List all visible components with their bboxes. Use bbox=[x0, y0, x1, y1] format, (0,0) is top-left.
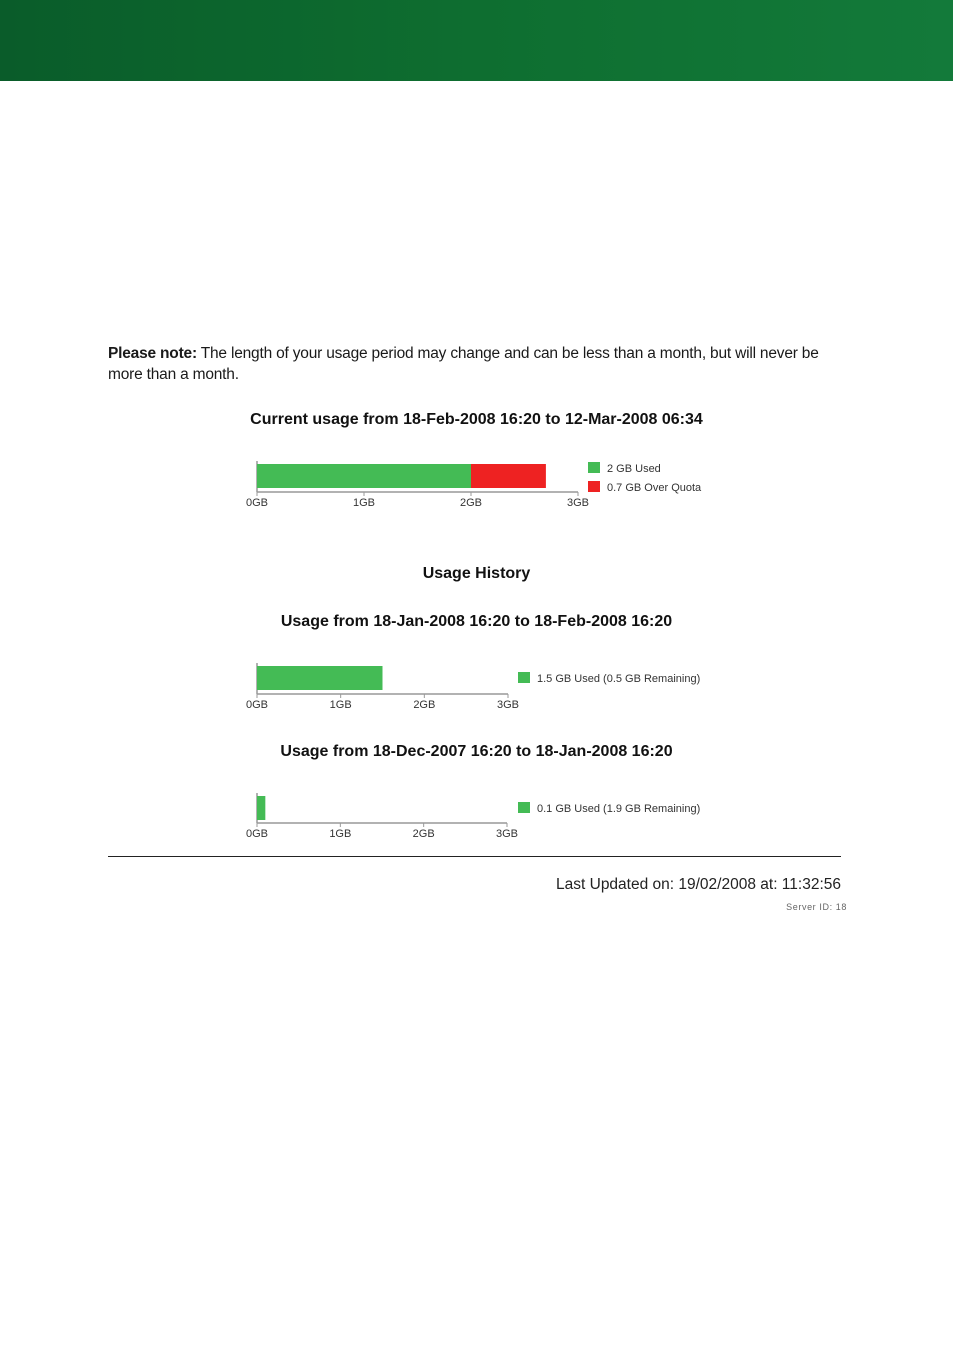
chart-0-tick-label: 3GB bbox=[566, 497, 590, 509]
chart-1-tick-label: 1GB bbox=[329, 699, 352, 711]
chart-0-bar-0 bbox=[257, 464, 471, 488]
footer-divider bbox=[108, 856, 841, 857]
chart-0-tick-label: 2GB bbox=[459, 497, 483, 509]
usage-history-heading: Usage History bbox=[422, 565, 531, 582]
chart-2-tick-label: 2GB bbox=[412, 828, 435, 840]
chart-0-tick-label: 0GB bbox=[245, 497, 269, 509]
chart-2-bar-0 bbox=[257, 796, 265, 820]
chart-1-tick-label: 3GB bbox=[496, 699, 520, 711]
note-label: Please note: bbox=[108, 345, 197, 362]
chart-1-bar-0 bbox=[257, 666, 383, 690]
chart-2-legend-swatch-0 bbox=[518, 802, 530, 813]
chart-0-legend-label-0: 2 GB Used bbox=[607, 463, 661, 475]
last-updated: Last Updated on: 19/02/2008 at: 11:32:56 bbox=[556, 876, 841, 893]
current-usage-title: Current usage from 18-Feb-2008 16:20 to 12-Mar-2008 06:34 bbox=[250, 411, 703, 428]
chart-1-legend-swatch-0 bbox=[518, 672, 530, 683]
server-id: Server ID: 18 bbox=[786, 902, 847, 912]
chart-1-legend-label-0: 1.5 GB Used (0.5 GB Remaining) bbox=[537, 673, 701, 685]
chart-2-tick-label: 3GB bbox=[495, 828, 519, 840]
chart-0-bar-1 bbox=[471, 464, 546, 488]
chart-0-tick-label: 1GB bbox=[352, 497, 376, 509]
chart-0-legend-swatch-0 bbox=[588, 462, 600, 473]
chart-2-tick-label: 0GB bbox=[245, 828, 269, 840]
history-period-1-title: Usage from 18-Jan-2008 16:20 to 18-Feb-2008 16:20 bbox=[280, 613, 673, 630]
chart-1-tick-label: 2GB bbox=[413, 699, 436, 711]
history-period-2-title: Usage from 18-Dec-2007 16:20 to 18-Jan-2008 16:20 bbox=[280, 743, 673, 760]
usage-period-note bbox=[108, 343, 848, 385]
chart-2-tick-label: 1GB bbox=[329, 828, 352, 840]
chart-1-tick-label: 0GB bbox=[245, 699, 269, 711]
chart-0-legend-label-1: 0.7 GB Over Quota bbox=[607, 482, 702, 494]
chart-0-legend-swatch-1 bbox=[588, 481, 600, 492]
header-banner bbox=[0, 0, 953, 81]
note-text: The length of your usage period may change and can be less than a month, but will never be more than a month. bbox=[108, 345, 819, 383]
chart-2-legend-label-0: 0.1 GB Used (1.9 GB Remaining) bbox=[537, 803, 701, 815]
